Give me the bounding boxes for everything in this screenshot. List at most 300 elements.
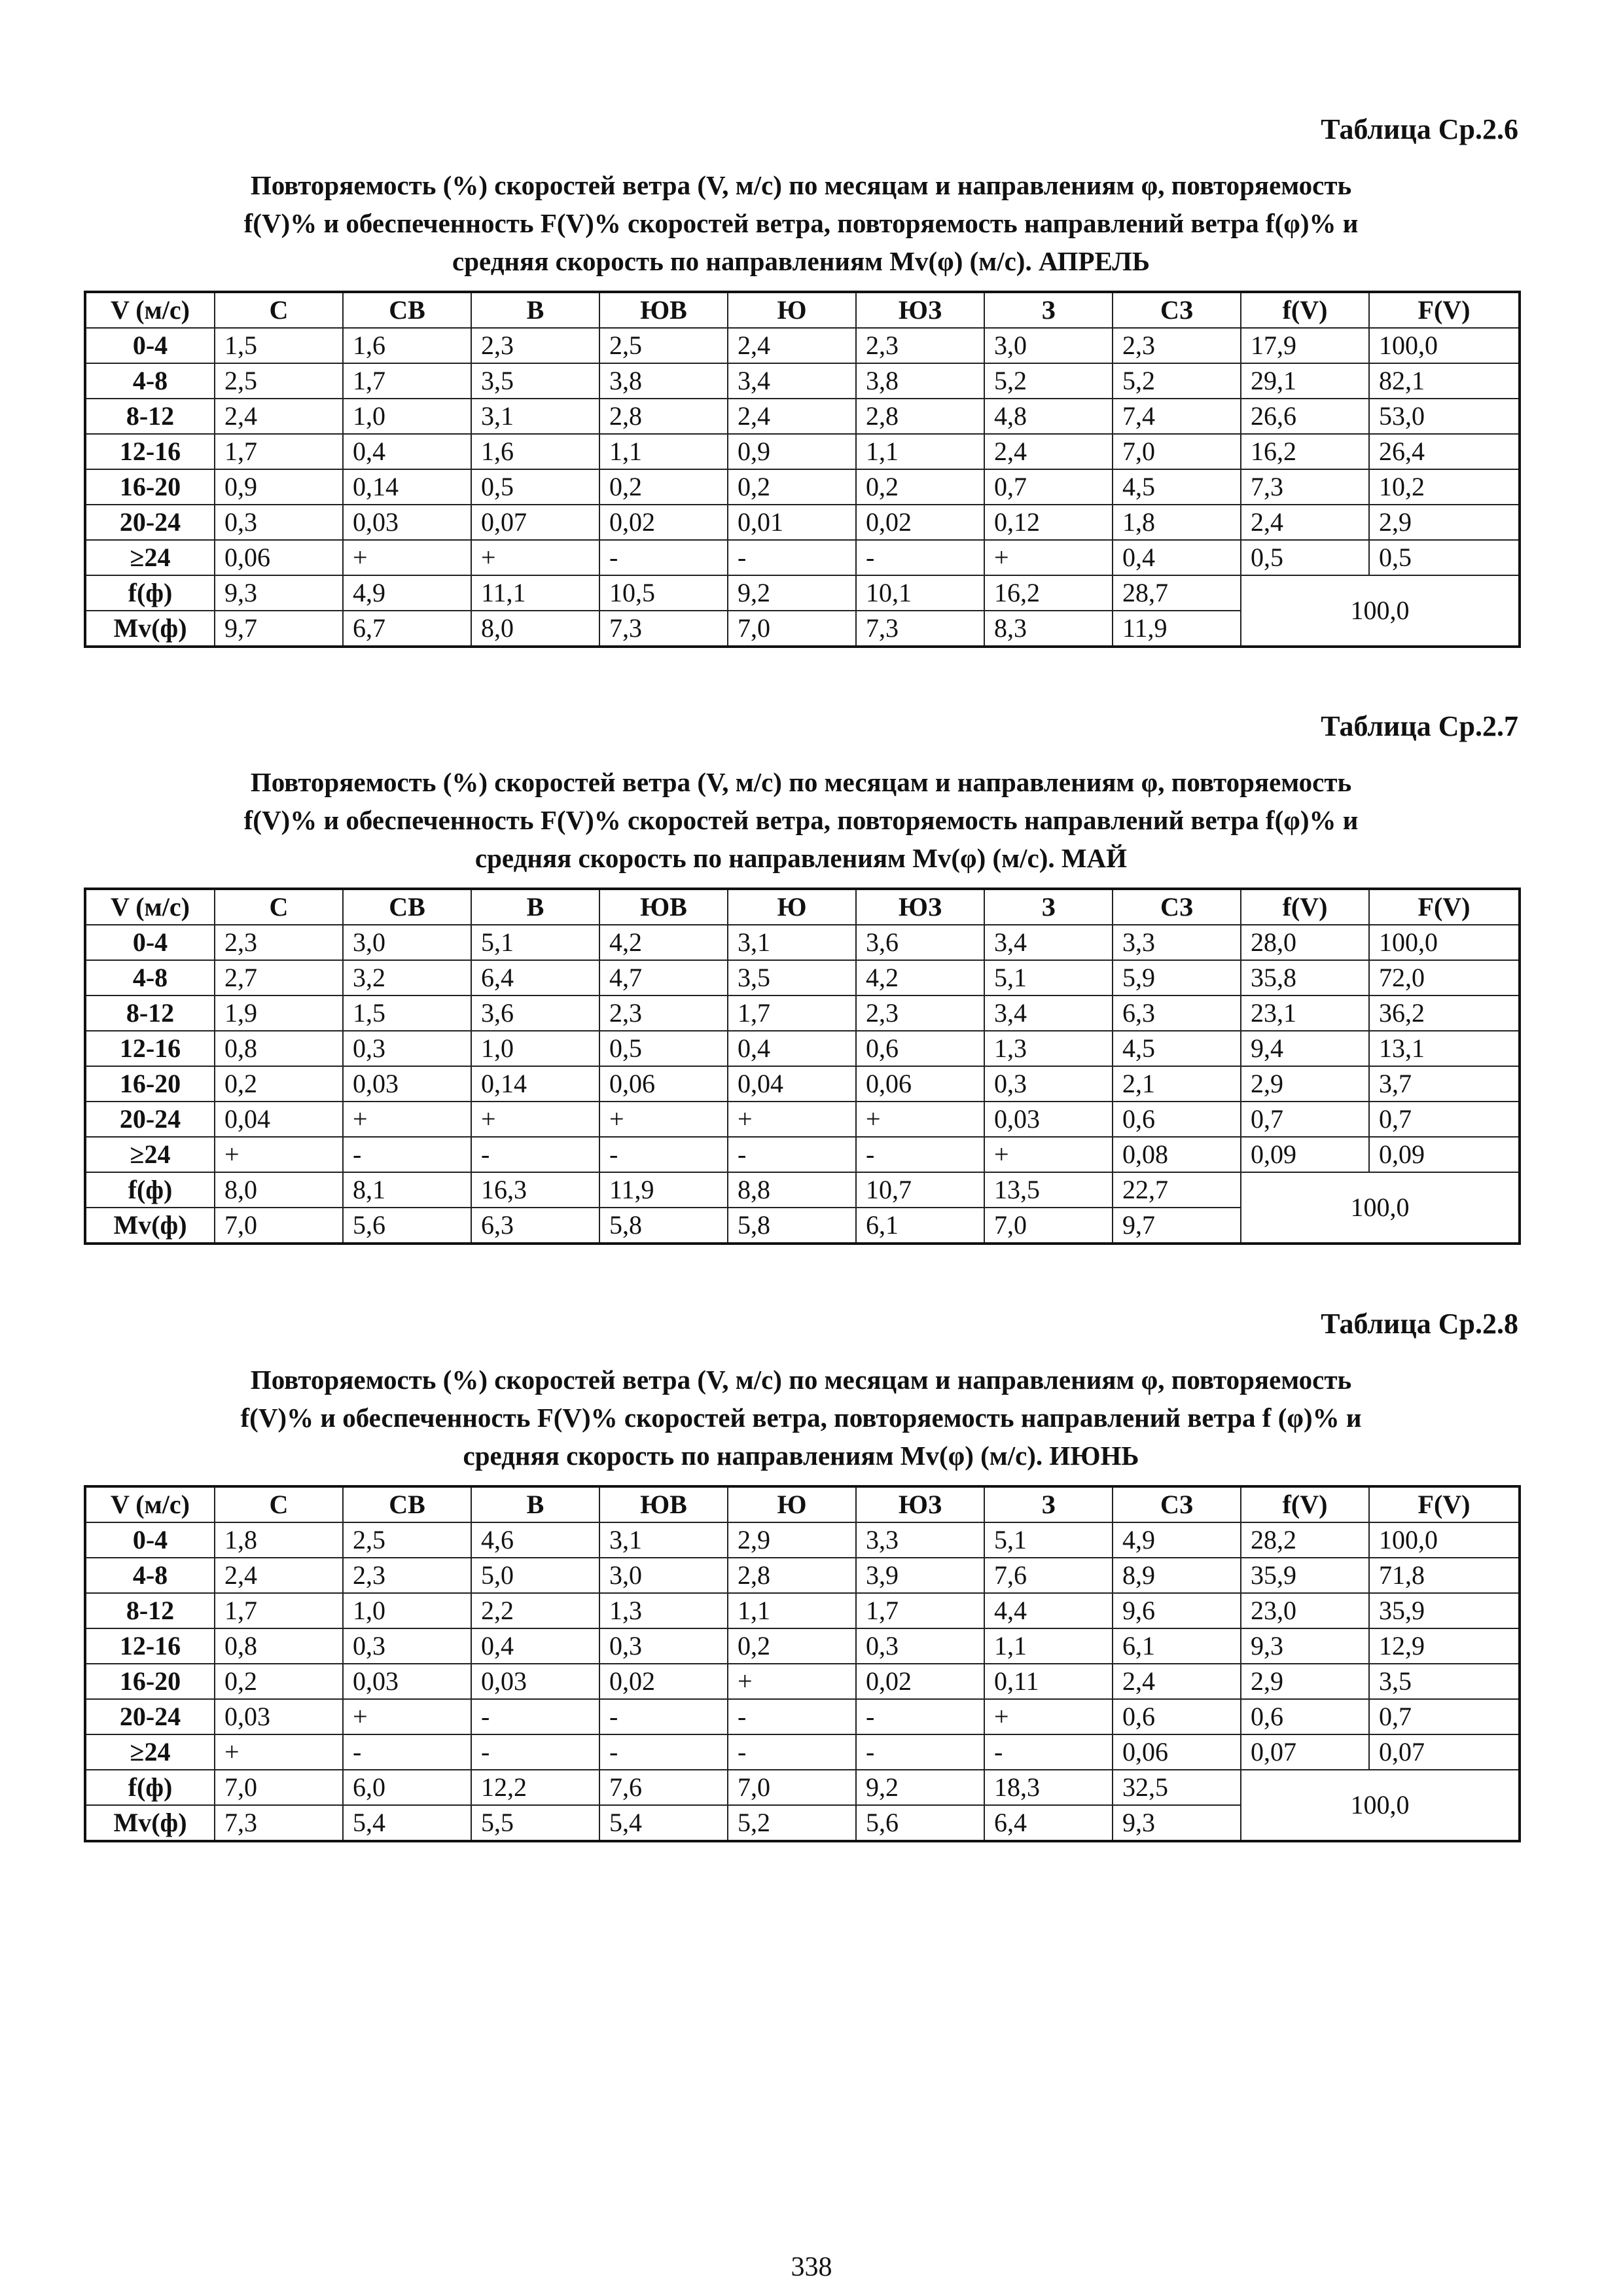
caption-line: f(V)% и обеспеченность F(V)% скоростей ветра, повторяемость направлений ветра f(φ)% и xyxy=(243,805,1359,835)
caption-line: средняя скорость по направлениям Mv(φ) (м/с). АПРЕЛЬ xyxy=(452,246,1150,276)
table-cell: 7,0 xyxy=(728,1770,856,1805)
table-cell: 0,14 xyxy=(343,469,471,505)
table-cell: 0,5 xyxy=(1369,540,1520,575)
table-cell: 3,8 xyxy=(856,363,984,399)
table-cell: 5,8 xyxy=(599,1208,728,1244)
table-cell: 6,3 xyxy=(1113,996,1241,1031)
table-cell: 0,6 xyxy=(1113,1699,1241,1734)
table-row xyxy=(85,996,1520,1031)
table-row xyxy=(85,399,1520,434)
column-header: F(V) xyxy=(1369,889,1520,925)
row-header: ≥24 xyxy=(85,540,215,575)
table-cell: 2,3 xyxy=(856,996,984,1031)
row-header: 8-12 xyxy=(85,399,215,434)
table-cell: 5,2 xyxy=(728,1805,856,1841)
column-header: В xyxy=(471,889,599,925)
table-cell: 0,07 xyxy=(1369,1734,1520,1770)
table-cell: 7,0 xyxy=(984,1208,1113,1244)
table-cell: 0,06 xyxy=(856,1066,984,1102)
caption-line: средняя скорость по направлениям Mv(φ) (м/с). МАЙ xyxy=(474,843,1128,873)
table-cell: 1,0 xyxy=(343,1593,471,1628)
table-cell: 82,1 xyxy=(1369,363,1520,399)
row-header: 4-8 xyxy=(85,1558,215,1593)
table-cell: 5,1 xyxy=(471,925,599,960)
table-cell: 7,6 xyxy=(984,1558,1113,1593)
table-cell: 2,5 xyxy=(215,363,343,399)
column-header: С xyxy=(215,889,343,925)
table-cell: 5,6 xyxy=(343,1208,471,1244)
table-cell: 0,03 xyxy=(471,1664,599,1699)
table-cell: 3,0 xyxy=(984,328,1113,363)
table-cell: 0,09 xyxy=(1241,1137,1369,1172)
table-cell: 2,9 xyxy=(1241,1664,1369,1699)
caption-line: Повторяемость (%) скоростей ветра (V, м/с) по месяцам и направлениям φ, повторяемость xyxy=(250,767,1352,797)
table-cell: 2,7 xyxy=(215,960,343,996)
table-cell: 5,1 xyxy=(984,1522,1113,1558)
table-cell: 3,0 xyxy=(343,925,471,960)
row-header: 0-4 xyxy=(85,925,215,960)
table-cell: 0,3 xyxy=(984,1066,1113,1102)
table-cell: 2,3 xyxy=(856,328,984,363)
table-cell: 0,6 xyxy=(1113,1102,1241,1137)
table-cell: 1,0 xyxy=(471,1031,599,1066)
table-cell: + xyxy=(728,1664,856,1699)
table-cell: 1,6 xyxy=(471,434,599,469)
table-cell: 3,3 xyxy=(856,1522,984,1558)
table-cell: 3,4 xyxy=(728,363,856,399)
table-cell: 13,1 xyxy=(1369,1031,1520,1066)
row-header: ≥24 xyxy=(85,1734,215,1770)
table-cell: 53,0 xyxy=(1369,399,1520,434)
table-cell: 2,1 xyxy=(1113,1066,1241,1102)
table-cell: 10,5 xyxy=(599,575,728,611)
table-cell: 1,7 xyxy=(215,434,343,469)
table-cell: 0,2 xyxy=(728,469,856,505)
table-cell: 10,7 xyxy=(856,1172,984,1208)
table-cell: 3,8 xyxy=(599,363,728,399)
table-cell: 6,7 xyxy=(343,611,471,647)
table-cell: 9,7 xyxy=(215,611,343,647)
caption-line: Повторяемость (%) скоростей ветра (V, м/с) по месяцам и направлениям φ, повторяемость xyxy=(250,1365,1352,1395)
table-cell: 0,7 xyxy=(984,469,1113,505)
table-cell: 29,1 xyxy=(1241,363,1369,399)
table-section-june xyxy=(84,1306,1518,1842)
table-cell: 35,9 xyxy=(1369,1593,1520,1628)
table-cell: 9,4 xyxy=(1241,1031,1369,1066)
table-cell: 0,3 xyxy=(856,1628,984,1664)
table-cell: - xyxy=(728,540,856,575)
table-number: Таблица Ср.2.7 xyxy=(1321,710,1518,742)
column-header: СВ xyxy=(343,889,471,925)
table-cell: + xyxy=(343,1699,471,1734)
table-cell: 28,2 xyxy=(1241,1522,1369,1558)
column-header: Ю xyxy=(728,292,856,328)
table-cell: 0,03 xyxy=(343,1066,471,1102)
table-cell: 8,1 xyxy=(343,1172,471,1208)
table-row xyxy=(85,434,1520,469)
table-cell: 0,03 xyxy=(343,1664,471,1699)
table-cell: 4,8 xyxy=(984,399,1113,434)
column-header: f(V) xyxy=(1241,889,1369,925)
column-header: З xyxy=(984,1486,1113,1522)
table-cell: 0,6 xyxy=(1241,1699,1369,1734)
table-cell: - xyxy=(728,1699,856,1734)
table-cell: 3,2 xyxy=(343,960,471,996)
table-caption xyxy=(84,1361,1518,1475)
table-cell: 9,2 xyxy=(856,1770,984,1805)
table-cell: 13,5 xyxy=(984,1172,1113,1208)
row-header: 16-20 xyxy=(85,469,215,505)
table-cell: - xyxy=(728,1734,856,1770)
table-row xyxy=(85,1664,1520,1699)
table-cell: 1,1 xyxy=(856,434,984,469)
wind-speed-table xyxy=(84,888,1521,1245)
table-cell: 2,4 xyxy=(215,1558,343,1593)
table-cell: 3,6 xyxy=(471,996,599,1031)
table-cell: 10,2 xyxy=(1369,469,1520,505)
column-header: СВ xyxy=(343,292,471,328)
table-cell: 0,04 xyxy=(215,1102,343,1137)
table-row xyxy=(85,469,1520,505)
table-row xyxy=(85,1066,1520,1102)
column-header: ЮВ xyxy=(599,889,728,925)
row-header: 12-16 xyxy=(85,1628,215,1664)
table-cell: + xyxy=(728,1102,856,1137)
table-cell: 7,3 xyxy=(1241,469,1369,505)
table-cell: 6,4 xyxy=(471,960,599,996)
table-cell: 0,3 xyxy=(215,505,343,540)
column-header: F(V) xyxy=(1369,292,1520,328)
table-cell: 3,1 xyxy=(599,1522,728,1558)
table-cell: 2,3 xyxy=(343,1558,471,1593)
table-row xyxy=(85,1628,1520,1664)
table-cell: 0,07 xyxy=(471,505,599,540)
table-row xyxy=(85,540,1520,575)
table-cell: 9,6 xyxy=(1113,1593,1241,1628)
table-cell: - xyxy=(856,1137,984,1172)
wind-speed-table xyxy=(84,1485,1521,1842)
column-header: СЗ xyxy=(1113,292,1241,328)
table-cell: 8,0 xyxy=(215,1172,343,1208)
column-header: СВ xyxy=(343,1486,471,1522)
table-cell: 3,1 xyxy=(728,925,856,960)
column-header: Ю xyxy=(728,889,856,925)
row-header: 20-24 xyxy=(85,1102,215,1137)
row-header: 16-20 xyxy=(85,1664,215,1699)
table-row xyxy=(85,363,1520,399)
table-row xyxy=(85,1522,1520,1558)
table-cell: 8,0 xyxy=(471,611,599,647)
table-cell: 9,2 xyxy=(728,575,856,611)
table-cell: 5,5 xyxy=(471,1805,599,1841)
table-cell: 7,3 xyxy=(215,1805,343,1841)
row-header: 20-24 xyxy=(85,1699,215,1734)
table-cell: 0,8 xyxy=(215,1628,343,1664)
total-cell: 100,0 xyxy=(1241,1770,1520,1841)
table-cell: 3,5 xyxy=(1369,1664,1520,1699)
table-cell: 0,4 xyxy=(471,1628,599,1664)
table-cell: 2,3 xyxy=(599,996,728,1031)
table-cell: + xyxy=(343,540,471,575)
table-row xyxy=(85,575,1520,611)
table-cell: 2,4 xyxy=(1113,1664,1241,1699)
table-cell: - xyxy=(471,1734,599,1770)
table-cell: 0,3 xyxy=(343,1031,471,1066)
table-cell: 0,7 xyxy=(1369,1699,1520,1734)
table-cell: 1,7 xyxy=(343,363,471,399)
table-cell: + xyxy=(984,1137,1113,1172)
table-cell: - xyxy=(728,1137,856,1172)
table-caption xyxy=(84,166,1518,280)
table-cell: 4,2 xyxy=(599,925,728,960)
table-cell: 7,6 xyxy=(599,1770,728,1805)
table-cell: 8,3 xyxy=(984,611,1113,647)
table-cell: - xyxy=(599,1734,728,1770)
table-cell: 0,14 xyxy=(471,1066,599,1102)
caption-line: средняя скорость по направлениям Mv(φ) (м/с). ИЮНЬ xyxy=(463,1441,1139,1471)
caption-line: f(V)% и обеспеченность F(V)% скоростей ветра, повторяемость направлений ветра f(φ)% и xyxy=(243,208,1359,238)
table-cell: 0,6 xyxy=(856,1031,984,1066)
table-cell: 3,1 xyxy=(471,399,599,434)
table-cell: 8,9 xyxy=(1113,1558,1241,1593)
page-number: 338 xyxy=(791,2252,832,2282)
table-cell: 5,4 xyxy=(599,1805,728,1841)
table-cell: 3,5 xyxy=(728,960,856,996)
column-header: С xyxy=(215,292,343,328)
table-row xyxy=(85,328,1520,363)
column-header: f(V) xyxy=(1241,1486,1369,1522)
table-cell: 0,5 xyxy=(599,1031,728,1066)
table-cell: 8,8 xyxy=(728,1172,856,1208)
table-row xyxy=(85,1593,1520,1628)
column-header: СЗ xyxy=(1113,889,1241,925)
table-cell: 3,4 xyxy=(984,996,1113,1031)
table-cell: 0,9 xyxy=(215,469,343,505)
table-cell: 0,4 xyxy=(343,434,471,469)
row-header: Mv(ф) xyxy=(85,1805,215,1841)
table-section-april xyxy=(84,111,1518,648)
table-cell: 0,08 xyxy=(1113,1137,1241,1172)
table-cell: 1,8 xyxy=(1113,505,1241,540)
table-cell: + xyxy=(984,1699,1113,1734)
row-header: 20-24 xyxy=(85,505,215,540)
table-cell: 1,5 xyxy=(215,328,343,363)
table-cell: 2,4 xyxy=(215,399,343,434)
table-cell: 0,03 xyxy=(343,505,471,540)
table-cell: 3,7 xyxy=(1369,1066,1520,1102)
table-cell: 0,9 xyxy=(728,434,856,469)
table-cell: 1,1 xyxy=(984,1628,1113,1664)
table-cell: + xyxy=(984,540,1113,575)
table-cell: 6,4 xyxy=(984,1805,1113,1841)
table-cell: 3,3 xyxy=(1113,925,1241,960)
column-header: f(V) xyxy=(1241,292,1369,328)
table-cell: + xyxy=(471,1102,599,1137)
table-cell: 0,7 xyxy=(1369,1102,1520,1137)
column-header: V (м/с) xyxy=(85,1486,215,1522)
table-cell: 6,1 xyxy=(1113,1628,1241,1664)
table-cell: 5,1 xyxy=(984,960,1113,996)
table-cell: - xyxy=(856,540,984,575)
table-cell: 5,6 xyxy=(856,1805,984,1841)
table-cell: 0,8 xyxy=(215,1031,343,1066)
table-cell: 17,9 xyxy=(1241,328,1369,363)
column-header: З xyxy=(984,292,1113,328)
table-cell: 9,3 xyxy=(215,575,343,611)
table-cell: + xyxy=(856,1102,984,1137)
column-header: V (м/с) xyxy=(85,889,215,925)
row-header: 4-8 xyxy=(85,363,215,399)
table-cell: + xyxy=(471,540,599,575)
table-caption xyxy=(84,763,1518,877)
table-cell: 7,0 xyxy=(215,1770,343,1805)
table-cell: 0,3 xyxy=(599,1628,728,1664)
table-cell: 5,8 xyxy=(728,1208,856,1244)
table-cell: 2,9 xyxy=(1369,505,1520,540)
table-cell: 5,9 xyxy=(1113,960,1241,996)
row-header: Mv(ф) xyxy=(85,611,215,647)
table-cell: 4,5 xyxy=(1113,469,1241,505)
table-cell: 2,3 xyxy=(471,328,599,363)
wind-speed-table xyxy=(84,291,1521,648)
table-cell: - xyxy=(343,1734,471,1770)
table-cell: 4,7 xyxy=(599,960,728,996)
table-cell: 2,2 xyxy=(471,1593,599,1628)
table-cell: 12,2 xyxy=(471,1770,599,1805)
table-cell: 26,4 xyxy=(1369,434,1520,469)
table-cell: 26,6 xyxy=(1241,399,1369,434)
table-cell: 0,04 xyxy=(728,1066,856,1102)
table-section-may xyxy=(84,708,1518,1245)
table-cell: - xyxy=(599,1699,728,1734)
table-cell: 0,2 xyxy=(215,1664,343,1699)
column-header: С xyxy=(215,1486,343,1522)
table-cell: 1,0 xyxy=(343,399,471,434)
table-cell: 2,8 xyxy=(599,399,728,434)
column-header: В xyxy=(471,292,599,328)
table-header-row xyxy=(85,889,1520,925)
row-header: 4-8 xyxy=(85,960,215,996)
table-row xyxy=(85,1770,1520,1805)
table-cell: 0,06 xyxy=(599,1066,728,1102)
row-header: Mv(ф) xyxy=(85,1208,215,1244)
table-cell: 10,1 xyxy=(856,575,984,611)
table-cell: 0,06 xyxy=(1113,1734,1241,1770)
table-cell: 0,09 xyxy=(1369,1137,1520,1172)
table-cell: 7,0 xyxy=(728,611,856,647)
table-cell: - xyxy=(599,540,728,575)
table-cell: 0,12 xyxy=(984,505,1113,540)
table-cell: 0,4 xyxy=(1113,540,1241,575)
table-cell: 35,9 xyxy=(1241,1558,1369,1593)
table-cell: 0,4 xyxy=(728,1031,856,1066)
table-cell: 7,3 xyxy=(599,611,728,647)
table-cell: 9,3 xyxy=(1113,1805,1241,1841)
table-cell: 0,2 xyxy=(728,1628,856,1664)
table-cell: 5,0 xyxy=(471,1558,599,1593)
table-row xyxy=(85,1031,1520,1066)
table-row xyxy=(85,1734,1520,1770)
table-cell: 4,2 xyxy=(856,960,984,996)
table-cell: 16,2 xyxy=(1241,434,1369,469)
table-number: Таблица Ср.2.6 xyxy=(1321,113,1518,145)
table-cell: 0,7 xyxy=(1241,1102,1369,1137)
table-cell: 0,11 xyxy=(984,1664,1113,1699)
table-cell: 0,5 xyxy=(1241,540,1369,575)
table-cell: 2,4 xyxy=(984,434,1113,469)
table-header-row xyxy=(85,292,1520,328)
table-cell: 6,1 xyxy=(856,1208,984,1244)
table-cell: 0,2 xyxy=(215,1066,343,1102)
table-cell: 16,2 xyxy=(984,575,1113,611)
table-cell: 7,0 xyxy=(1113,434,1241,469)
table-cell: 3,0 xyxy=(599,1558,728,1593)
caption-line: Повторяемость (%) скоростей ветра (V, м/с) по месяцам и направлениям φ, повторяемость xyxy=(250,170,1352,200)
table-cell: 2,4 xyxy=(1241,505,1369,540)
table-cell: 22,7 xyxy=(1113,1172,1241,1208)
table-cell: 28,7 xyxy=(1113,575,1241,611)
table-cell: 35,8 xyxy=(1241,960,1369,996)
table-cell: 2,3 xyxy=(215,925,343,960)
row-header: f(ф) xyxy=(85,1172,215,1208)
table-cell: 72,0 xyxy=(1369,960,1520,996)
table-cell: 23,0 xyxy=(1241,1593,1369,1628)
table-cell: 16,3 xyxy=(471,1172,599,1208)
table-cell: 0,01 xyxy=(728,505,856,540)
table-cell: 1,9 xyxy=(215,996,343,1031)
table-cell: 2,5 xyxy=(343,1522,471,1558)
table-cell: 1,8 xyxy=(215,1522,343,1558)
table-cell: 5,2 xyxy=(984,363,1113,399)
table-cell: 9,3 xyxy=(1241,1628,1369,1664)
table-cell: 7,0 xyxy=(215,1208,343,1244)
table-row xyxy=(85,1102,1520,1137)
table-cell: 11,9 xyxy=(1113,611,1241,647)
table-cell: 0,2 xyxy=(599,469,728,505)
table-cell: 0,5 xyxy=(471,469,599,505)
column-header: СЗ xyxy=(1113,1486,1241,1522)
table-cell: 2,9 xyxy=(728,1522,856,1558)
table-cell: 2,9 xyxy=(1241,1066,1369,1102)
total-cell: 100,0 xyxy=(1241,1172,1520,1244)
table-cell: 9,7 xyxy=(1113,1208,1241,1244)
table-cell: 0,03 xyxy=(215,1699,343,1734)
row-header: 8-12 xyxy=(85,996,215,1031)
table-cell: 1,7 xyxy=(215,1593,343,1628)
table-cell: - xyxy=(471,1699,599,1734)
column-header: З xyxy=(984,889,1113,925)
table-cell: 5,4 xyxy=(343,1805,471,1841)
column-header: V (м/с) xyxy=(85,292,215,328)
table-cell: + xyxy=(343,1102,471,1137)
table-cell: 2,8 xyxy=(728,1558,856,1593)
table-cell: 12,9 xyxy=(1369,1628,1520,1664)
table-cell: - xyxy=(599,1137,728,1172)
table-cell: 5,2 xyxy=(1113,363,1241,399)
table-cell: 1,1 xyxy=(599,434,728,469)
table-row xyxy=(85,505,1520,540)
total-cell: 100,0 xyxy=(1241,575,1520,647)
table-cell: 7,4 xyxy=(1113,399,1241,434)
table-cell: 0,3 xyxy=(343,1628,471,1664)
table-cell: 36,2 xyxy=(1369,996,1520,1031)
table-cell: 3,5 xyxy=(471,363,599,399)
row-header: 8-12 xyxy=(85,1593,215,1628)
table-cell: 0,02 xyxy=(856,1664,984,1699)
table-cell: - xyxy=(471,1137,599,1172)
table-row xyxy=(85,1172,1520,1208)
table-cell: 0,06 xyxy=(215,540,343,575)
